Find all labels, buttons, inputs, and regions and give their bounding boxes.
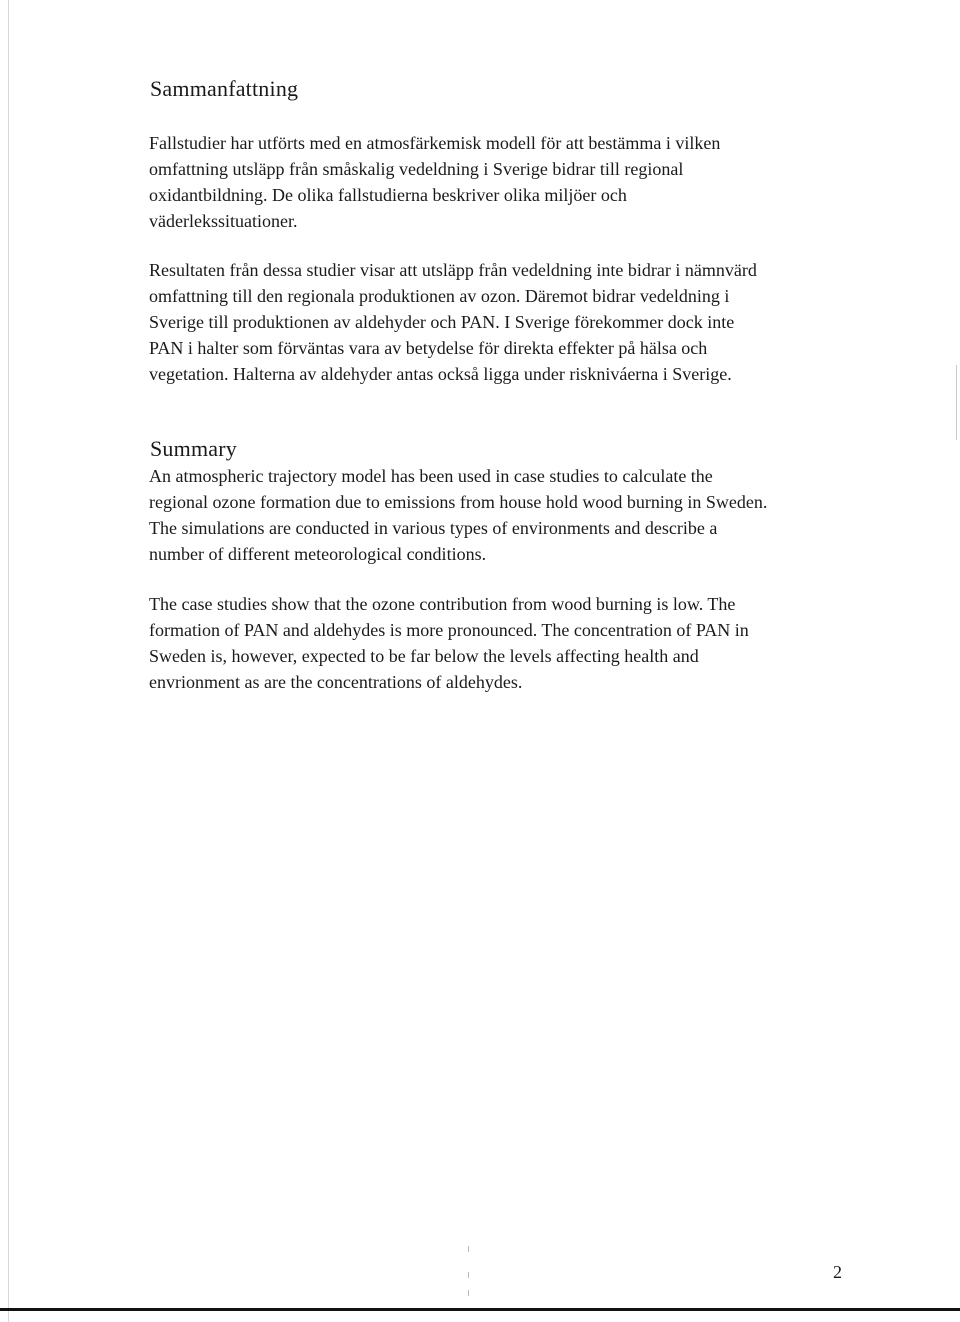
text-line: Fallstudier har utförts med en atmosfärkemisk modell för att bestämma i vilken	[149, 133, 721, 153]
text-line: number of different meteorological conditions.	[149, 544, 487, 564]
text-line: Sverige till produktionen av aldehyder och PAN. I Sverige förekommer dock inte	[149, 312, 735, 332]
text-line: The simulations are conducted in various types of environments and describe a	[149, 518, 718, 538]
text-line: The case studies show that the ozone contribution from wood burning is low. The	[149, 594, 736, 614]
scan-edge-left	[8, 0, 9, 1322]
scan-speck	[468, 1272, 469, 1278]
text-line: Sweden is, however, expected to be far below the levels affecting health and	[149, 646, 699, 666]
text-line: regional ozone formation due to emissions from house hold wood burning in Sweden.	[149, 492, 768, 512]
text-line: PAN i halter som förväntas vara av betydelse för direkta effekter på hälsa och	[149, 338, 708, 358]
scan-edge-right	[956, 365, 957, 440]
page-number: 2	[833, 1262, 842, 1282]
text-line: envrionment as are the concentrations of aldehydes.	[149, 672, 523, 692]
text-line: omfattning utsläpp från småskalig vedeldning i Sverige bidrar till regional	[149, 159, 684, 179]
text-line: Resultaten från dessa studier visar att utsläpp från vedeldning inte bidrar i nämnvärd	[149, 260, 757, 280]
text-line: An atmospheric trajectory model has been used in case studies to calculate the	[149, 466, 713, 486]
scan-speck	[468, 1290, 469, 1296]
swedish-paragraph-1	[149, 130, 869, 234]
scan-speck	[468, 1246, 469, 1252]
english-paragraph-2	[149, 591, 869, 695]
text-line: väderlekssituationer.	[149, 211, 298, 231]
heading-summary: Summary	[150, 436, 237, 461]
text-line: oxidantbildning. De olika fallstudierna beskriver olika miljöer och	[149, 185, 627, 205]
english-paragraph-1	[149, 463, 869, 567]
bottom-rule	[0, 1308, 960, 1311]
swedish-paragraph-2	[149, 257, 869, 387]
text-line: formation of PAN and aldehydes is more pronounced. The concentration of PAN in	[149, 620, 749, 640]
text-line: omfattning till den regionala produktionen av ozon. Däremot bidrar vedeldning i	[149, 286, 730, 306]
heading-sammanfattning: Sammanfattning	[150, 76, 299, 101]
text-line: vegetation. Halterna av aldehyder antas också ligga under riskniváerna i Sverige.	[149, 364, 732, 384]
